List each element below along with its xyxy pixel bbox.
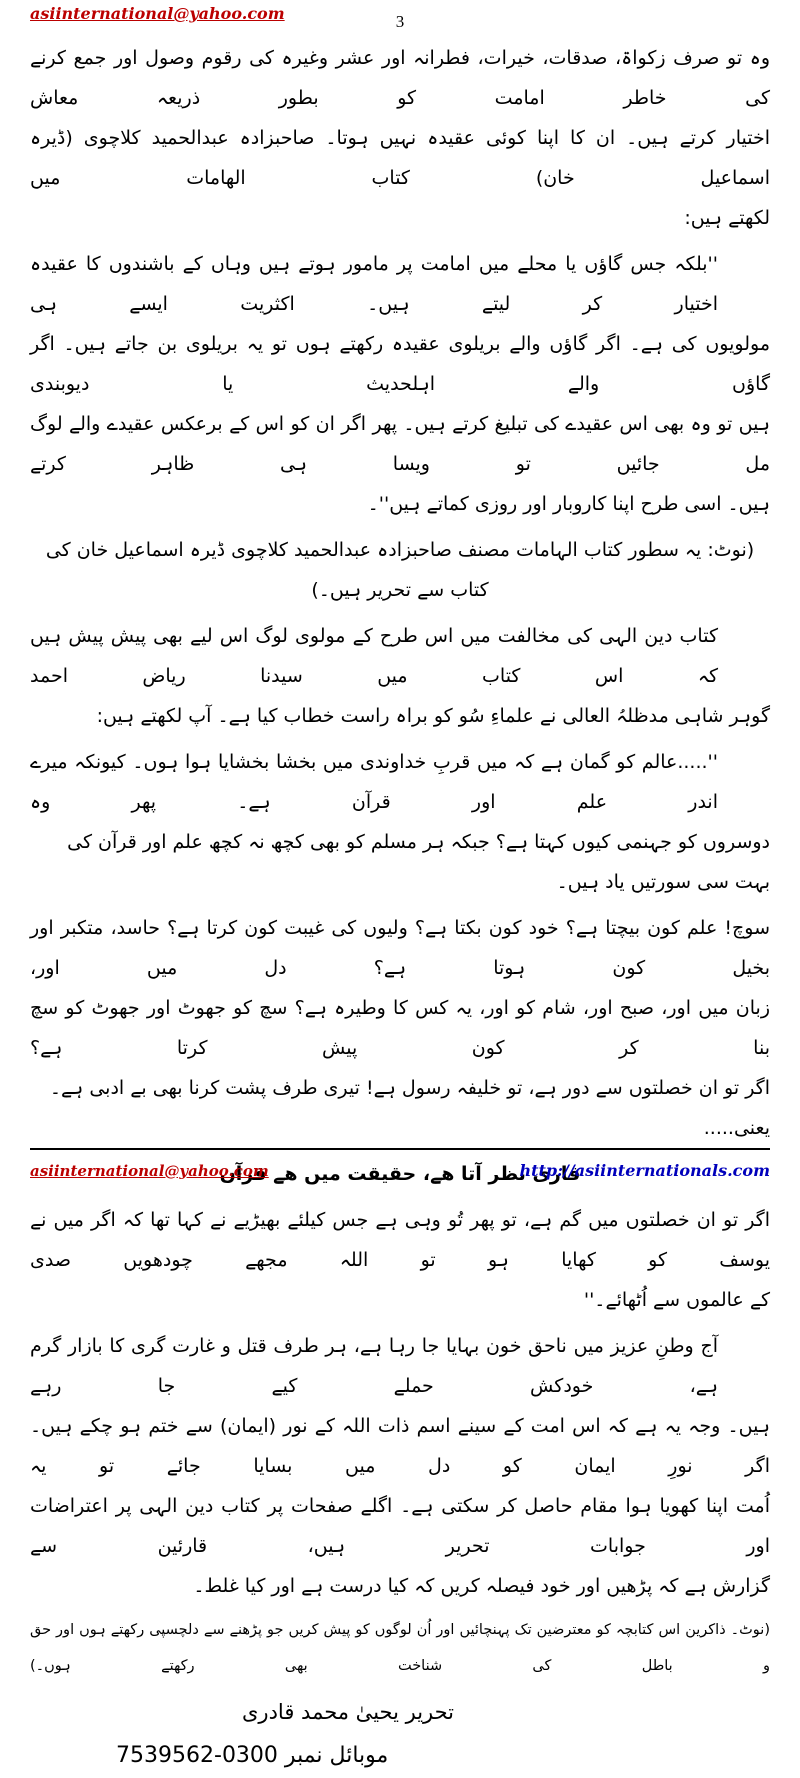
- footer-divider: [30, 1148, 770, 1150]
- text-line: ''بلکہ جس گاؤں یا محلے میں امامت پر مامور ہوتے ہیں وہاں کے باشندوں کا عقیدہ اختیار کر لیتے ہیں۔ اکثریت ایسے ہی: [30, 253, 718, 315]
- text-line: اختیار کرتے ہیں۔ ان کا اپنا کوئی عقیدہ نہیں ہوتا۔ صاحبزادہ عبدالحمید کلاچوی (ڈیرہ اسماعیل خان) کتاب الھامات میں: [30, 127, 770, 189]
- paragraph: [30, 1200, 770, 1320]
- text-line: کے عالموں سے اُٹھائے۔'': [583, 1289, 770, 1311]
- quotation-paragraph: [30, 244, 770, 524]
- note-paragraph: [30, 1612, 770, 1684]
- text-line: (نوٹ۔ ذاکرین اس کتابچہ کو معترضین تک پہنچائیں اور اُن لوگوں کو پیش کریں جو پڑھنے سے دلچسپی رکھتے ہوں اور حق و باطل کی شناخت بھی رکھتے ہوں۔): [30, 1622, 770, 1674]
- text-line: ہیں۔ اسی طرح اپنا کاروبار اور روزی کماتے ہیں''۔: [367, 493, 770, 515]
- body-text: [30, 38, 770, 1778]
- text-line: اگر تو ان خصلتوں میں گم ہے، تو پھر تُو وہی ہے جس کیلئے بھیڑیے نے کہا تھا کہ اگر میں نے یوسف کو کھایا ہو تو اللہ مجھے چودھویں صدی: [30, 1209, 770, 1271]
- page-header: [30, 0, 770, 38]
- paragraph: [30, 616, 770, 736]
- text-line: لکھتے ہیں:: [684, 207, 770, 229]
- text-line: اُمت اپنا کھویا ہوا مقام حاصل کر سکتی ہے۔ اگلے صفحات پر کتاب دین الہی پر اعتراضات اور جوابات تحریر ہیں، قارئین سے: [30, 1495, 770, 1557]
- note-paragraph: [30, 530, 770, 610]
- header-email-link[interactable]: asiinternational@yahoo.com: [30, 4, 285, 23]
- paragraph: [30, 908, 770, 1148]
- quotation-paragraph: [30, 742, 770, 902]
- text-line: (نوٹ: یہ سطور کتاب الہامات مصنف صاحبزادہ عبدالحمید کلاچوی ڈیرہ اسماعیل خان کی کتاب سے تحریر ہیں۔): [45, 539, 755, 601]
- text-line: دوسروں کو جہنمی کیوں کہتا ہے؟ جبکہ ہر مسلم کو بھی کچھ نہ کچھ علم اور قرآن کی بہت سی سورتیں یاد ہیں۔: [67, 831, 770, 893]
- text-line: مولویوں کی ہے۔ اگر گاؤں والے بریلوی عقیدہ رکھتے ہوں تو یہ بریلوی بن جاتے ہیں۔ اگر گاؤں والے اہلحدیث یا دیوبندی: [30, 333, 770, 395]
- text-line: ہیں تو وہ بھی اس عقیدے کی تبلیغ کرتے ہیں۔ پھر اگر ان کو اس کے برعکس عقیدے والے لوگ مل جائیں تو ویسا ہی ظاہر کرتے: [30, 413, 770, 475]
- text-line: قاری نظر آتا ھے، حقیقت میں ھے قرآن: [219, 1163, 581, 1185]
- text-line: گزارش ہے کہ پڑھیں اور خود فیصلہ کریں کہ کیا درست ہے اور کیا غلط۔: [193, 1575, 770, 1597]
- text-line: سوچ! علم کون بیچتا ہے؟ خود کون بکتا ہے؟ ولیوں کی غیبت کون کرتا ہے؟ حاسد، متکبر اور بخیل کون ہوتا ہے؟ دل میں اور،: [30, 917, 770, 979]
- paragraph: [30, 1326, 770, 1606]
- text-line: اگر تو ان خصلتوں سے دور ہے، تو خلیفہ رسول ہے! تیری طرف پشت کرنا بھی بے ادبی ہے۔ یعنی.....: [49, 1077, 770, 1139]
- mobile-number-line: موبائل نمبر 0300-7539562: [116, 1743, 389, 1768]
- text-line: گوہر شاہی مدظلہُ العالی نے علماءِ سُو کو براہ راست خطاب کیا ہے۔ آپ لکھتے ہیں:: [96, 705, 770, 727]
- text-line: کتاب دین الہی کی مخالفت میں اس طرح کے مولوی لوگ اس لیے بھی پیش پیش ہیں کہ اس کتاب میں سیدنا ریاض احمد: [30, 625, 718, 687]
- text-line: زبان میں اور، صبح اور، شام کو اور، یہ کس کا وطیرہ ہے؟ سچ کو جھوٹ اور جھوٹ کو سچ بنا کر کون پیش کرتا ہے؟: [30, 997, 770, 1059]
- footer-email-link[interactable]: asiinternational@yahoo.com: [30, 1162, 269, 1180]
- text-line: ہیں۔ وجہ یہ ہے کہ اس امت کے سینے اسم ذات اللہ کے نور (ایمان) سے ختم ہو چکے ہیں۔ اگر نورِ ایمان کو دل میں بسایا جائے تو یہ: [30, 1415, 770, 1477]
- paragraph: [30, 38, 770, 238]
- text-line: ''.....عالم کو گمان ہے کہ میں قربِ خداوندی میں بخشا بخشایا ہوا ہوں۔ کیونکہ میرے اندر علم اور قرآن ہے۔ پھر وہ: [30, 751, 718, 813]
- text-line: وہ تو صرف زکواۃ، صدقات، خیرات، فطرانہ اور عشر وغیرہ کی رقوم وصول اور جمع کرنے کی خاطر امامت کو بطور ذریعہ معاش: [30, 47, 770, 109]
- signature-line: تحریر یحییٰ محمد قادری: [242, 1700, 455, 1724]
- footer-url-link[interactable]: http://asiinternationals.com: [519, 1161, 770, 1180]
- text-line: آج وطنِ عزیز میں ناحق خون بہایا جا رہا ہے، ہر طرف قتل و غارت گری کا بازار گرم ہے، خودکش حملے کیے جا رہے: [30, 1335, 718, 1397]
- page-number: 3: [395, 12, 405, 31]
